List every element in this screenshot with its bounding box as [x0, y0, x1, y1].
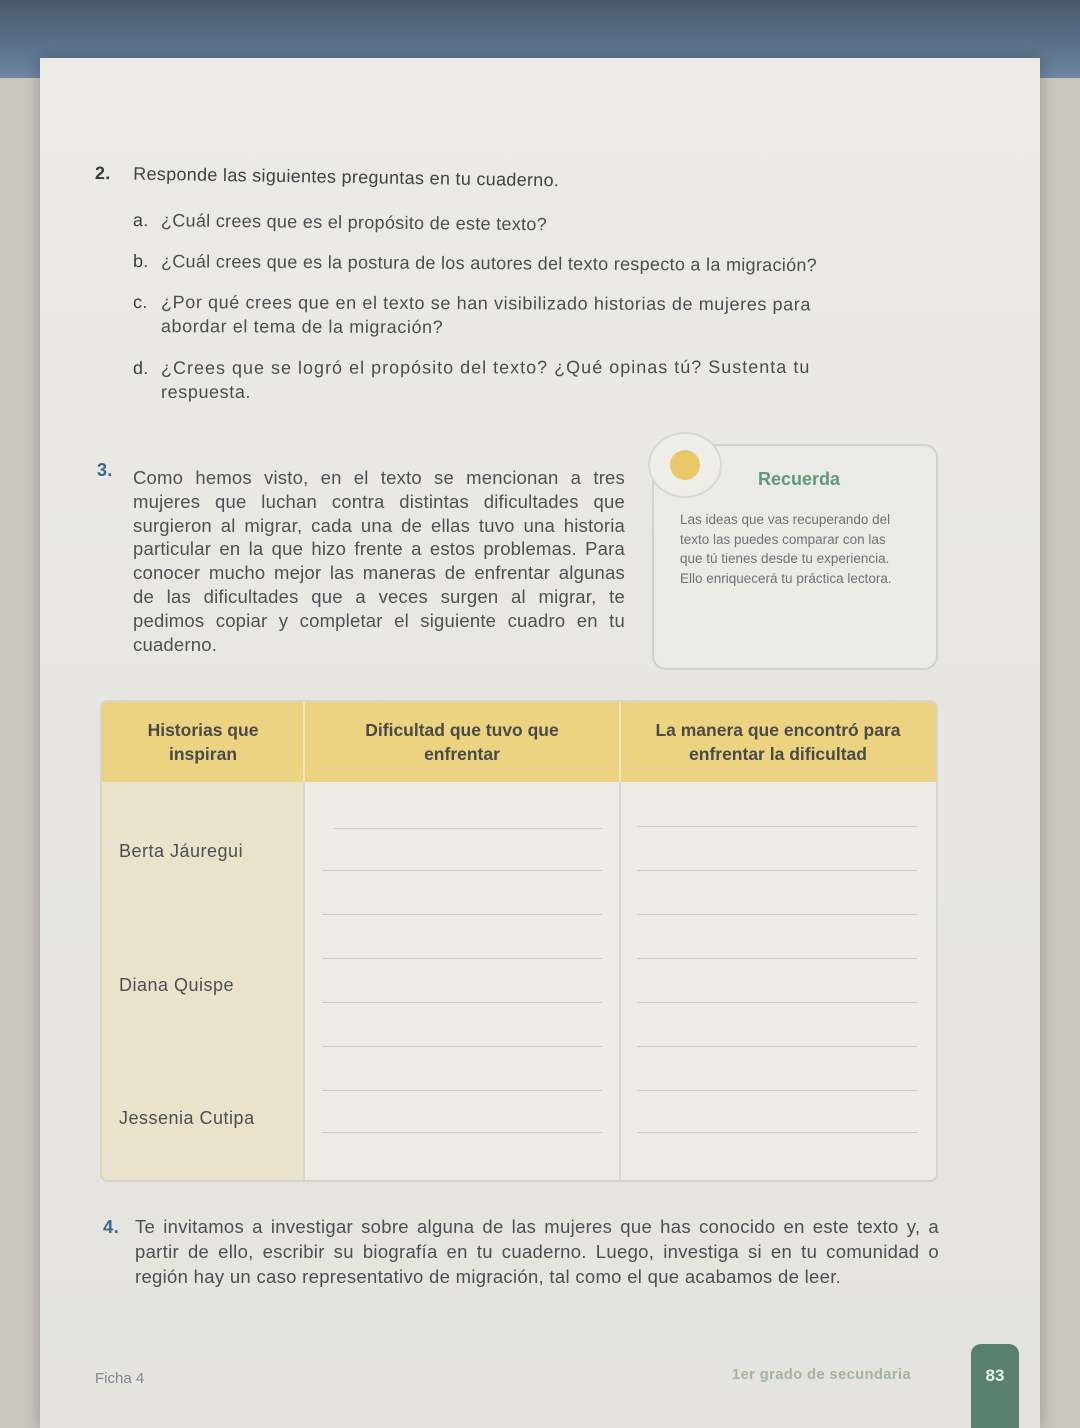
- writing-line: [637, 870, 917, 871]
- recuerda-title: Recuerda: [758, 469, 841, 489]
- item-letter: c.: [133, 292, 148, 313]
- writing-line: [322, 1132, 602, 1133]
- writing-line: [637, 1132, 917, 1133]
- item-text: ¿Crees que se logró el propósito del texto? ¿Qué opinas tú? Sustenta tu: [160, 356, 811, 378]
- question-2-text: Responde las siguientes preguntas en tu cuaderno.: [133, 163, 560, 191]
- item-letter: d.: [132, 357, 149, 378]
- inspiring-stories-table: [100, 700, 938, 1182]
- grade-label: 1er grado de secundaria: [732, 1367, 912, 1383]
- page-number: 83: [971, 1344, 1019, 1428]
- question-3-text: Como hemos visto, en el texto se mencionan a tres mujeres que luchan contra distintas dificultades que surgieron al migrar, cada una de ellas tuvo una historia particular en la que hizo frente a estos problemas. Para conocer mucho mejor las maneras de enfrentar algunas de las dificultades que a veces surgen al migrar, te pedimos copiar y completar el siguiente cuadro en tu cuaderno.: [133, 467, 625, 655]
- question-4: [103, 1214, 939, 1289]
- question-4-text: Te invitamos a investigar sobre alguna de las mujeres que has conocido en este texto y, a partir de ello, escribir su biografía en tu cuaderno. Luego, investiga si en tu comunidad o región hay un caso representativo de migración, tal como el que acabamos de leer.: [135, 1216, 939, 1287]
- item-letter: a.: [132, 210, 149, 231]
- writing-line: [637, 826, 917, 827]
- table-header-stories: Historias que inspiran: [102, 702, 304, 782]
- writing-line: [334, 828, 602, 829]
- question-2b: [133, 249, 817, 277]
- writing-line: [322, 958, 602, 959]
- item-letter: b.: [132, 251, 149, 272]
- ficha-label: Ficha 4: [95, 1370, 145, 1387]
- question-3-number: 3.: [97, 460, 113, 480]
- item-text: ¿Cuál crees que es la postura de los autores del texto respecto a la migración?: [160, 251, 818, 276]
- writing-line: [637, 958, 917, 959]
- question-2c: [133, 290, 933, 341]
- writing-line: [322, 870, 602, 871]
- question-2-number: 2.: [94, 163, 111, 184]
- item-text-cont: respuesta.: [161, 381, 252, 402]
- writing-line: [322, 1046, 602, 1047]
- writing-line: [637, 1090, 917, 1091]
- table-header-solution: La manera que encontró para enfrentar la dificultad: [620, 702, 936, 782]
- item-text-cont: abordar el tema de la migración?: [160, 316, 444, 338]
- table-row-name: Diana Quispe: [119, 975, 235, 995]
- writing-line: [637, 914, 917, 915]
- question-2d: [133, 355, 933, 404]
- question-2a: [133, 208, 547, 236]
- lightbulb-icon: [648, 432, 722, 498]
- table-header-difficulty: Dificultad que tuvo que enfrentar: [304, 702, 620, 782]
- item-text: ¿Por qué crees que en el texto se han visibilizado historias de mujeres para: [161, 292, 812, 315]
- writing-line: [637, 1046, 917, 1047]
- writing-line: [322, 1002, 602, 1003]
- writing-line: [322, 1090, 602, 1091]
- item-text: ¿Cuál crees que es el propósito de este texto?: [160, 210, 548, 235]
- recuerda-text: Las ideas que vas recuperando del texto las puedes comparar con las que tú tienes desde tu experiencia. Ello enriquecerá tu práctica lectora.: [680, 512, 892, 586]
- question-4-number: 4.: [103, 1216, 120, 1237]
- table-row-name: Berta Jáuregui: [119, 841, 244, 861]
- writing-line: [637, 1002, 917, 1003]
- writing-line: [322, 914, 602, 915]
- table-row-name: Jessenia Cutipa: [119, 1108, 255, 1128]
